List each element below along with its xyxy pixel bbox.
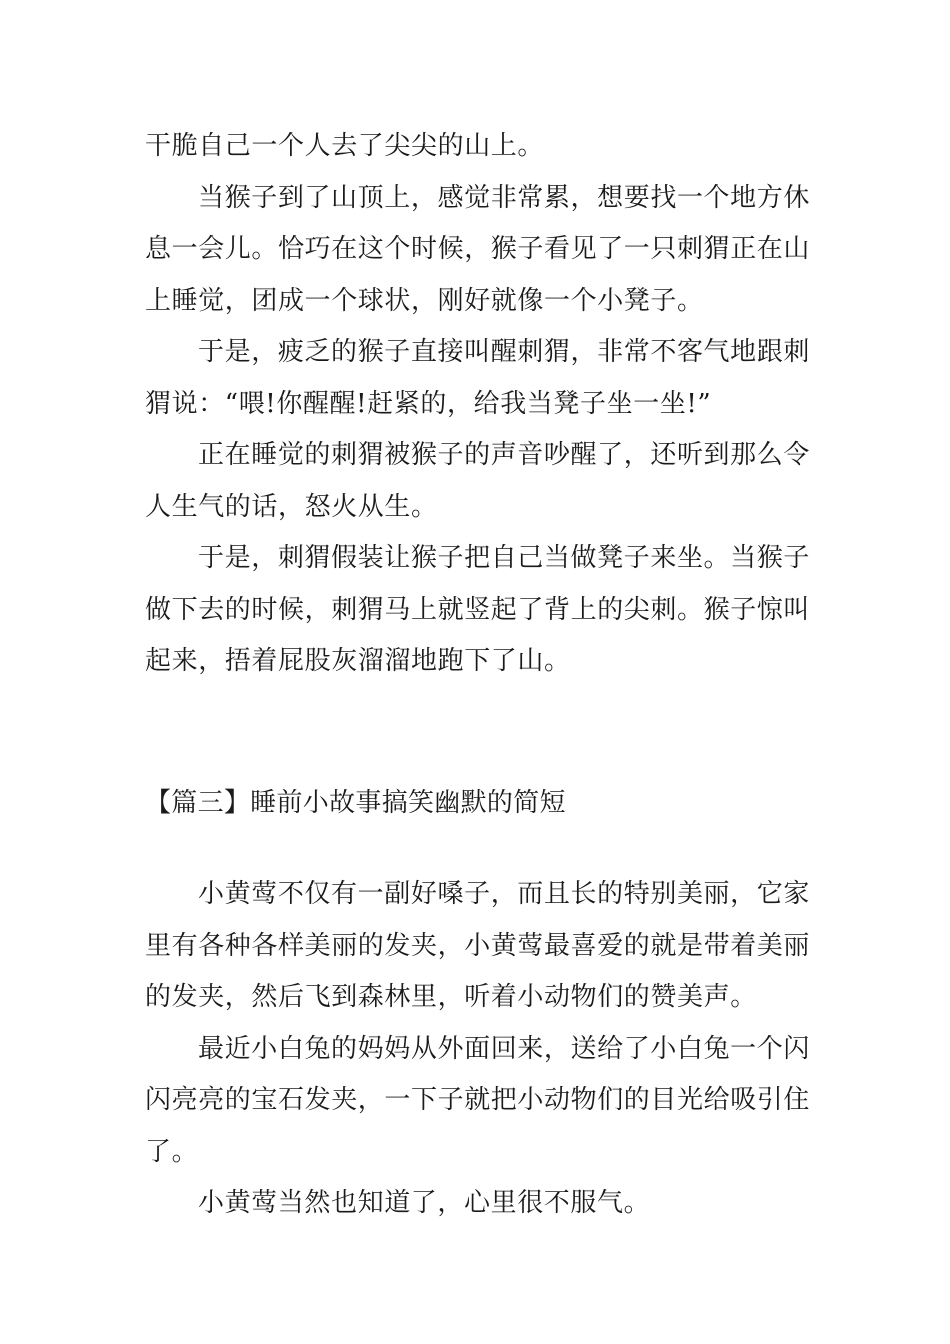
- paragraph: 最近小白兔的妈妈从外面回来，送给了小白兔一个闪闪亮亮的宝石发夹，一下子就把小动物们的目光给吸引住了。: [145, 1033, 811, 1167]
- paragraph: 于是，疲乏的猴子直接叫醒刺猬，非常不客气地跟刺猬说：“喂!你醒醒!赶紧的，给我当凳子坐一坐!”: [145, 337, 810, 419]
- paragraph: 小黄莺不仅有一副好嗓子，而且长的特别美丽，它家里有各种各样美丽的发夹，小黄莺最喜爱的就是带着美丽的发夹，然后飞到森林里，听着小动物们的赞美声。: [145, 879, 811, 1012]
- section-heading: 【篇三】睡前小故事搞笑幽默的简短: [145, 788, 566, 818]
- story-text-block-1: [145, 121, 810, 688]
- story-text-block-2: [145, 869, 810, 1230]
- paragraph: 正在睡觉的刺猬被猴子的声音吵醒了，还听到那么令人生气的话，怒火从生。: [145, 440, 810, 522]
- paragraph: 于是，刺猬假装让猴子把自己当做凳子来坐。当猴子做下去的时候，刺猬马上就竖起了背上的尖刺。猴子惊叫起来，捂着屁股灰溜溜地跑下了山。: [145, 543, 811, 676]
- paragraph: 小黄莺当然也知道了，心里很不服气。: [198, 1188, 651, 1218]
- paragraph: 当猴子到了山顶上，感觉非常累，想要找一个地方休息一会儿。恰巧在这个时候，猴子看见了一只刺猬正在山上睡觉，团成一个球状，刚好就像一个小凳子。: [145, 182, 811, 316]
- paragraph: 干脆自己一个人去了尖尖的山上。: [145, 131, 545, 161]
